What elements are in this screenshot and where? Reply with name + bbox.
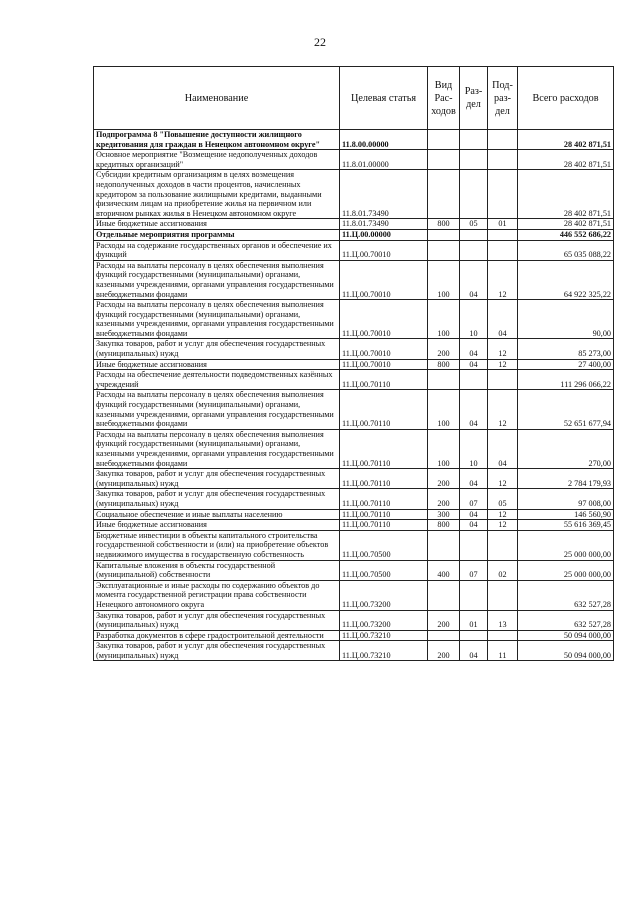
row-expense-kind: 100 bbox=[428, 300, 460, 339]
row-name: Расходы на выплаты персоналу в целях обеспечения выполнения функций государственными (муниципальными) органами, казенными учреждениями, органами управления государственными внебюджетными фондами bbox=[94, 300, 340, 339]
row-subsection: 12 bbox=[488, 509, 518, 520]
row-subsection: 04 bbox=[488, 300, 518, 339]
row-subsection: 12 bbox=[488, 339, 518, 359]
row-section: 10 bbox=[460, 300, 488, 339]
row-section: 04 bbox=[460, 390, 488, 429]
table-header bbox=[94, 67, 614, 130]
row-section bbox=[460, 150, 488, 170]
row-total: 28 402 871,51 bbox=[518, 150, 614, 170]
row-subsection: 12 bbox=[488, 469, 518, 489]
row-section: 07 bbox=[460, 560, 488, 580]
row-total: 632 527,28 bbox=[518, 580, 614, 610]
row-code: 11.Ц.00.70110 bbox=[340, 509, 428, 520]
row-total: 85 273,00 bbox=[518, 339, 614, 359]
row-section bbox=[460, 229, 488, 240]
table-row bbox=[94, 260, 614, 299]
row-subsection bbox=[488, 530, 518, 560]
table-row bbox=[94, 300, 614, 339]
row-code: 11.Ц.00.70010 bbox=[340, 260, 428, 299]
row-total: 25 000 000,00 bbox=[518, 530, 614, 560]
row-expense-kind: 100 bbox=[428, 390, 460, 429]
row-section: 04 bbox=[460, 520, 488, 531]
row-expense-kind: 200 bbox=[428, 489, 460, 509]
row-name: Расходы на выплаты персоналу в целях обеспечения выполнения функций государственными (муниципальными) органами, казенными учреждениями, органами управления государственными внебюджетными фондами bbox=[94, 390, 340, 429]
row-expense-kind bbox=[428, 170, 460, 219]
row-expense-kind bbox=[428, 580, 460, 610]
row-total: 50 094 000,00 bbox=[518, 630, 614, 641]
row-subsection: 04 bbox=[488, 429, 518, 468]
row-name: Основное мероприятие "Возмещение недополученных доходов кредитных организаций" bbox=[94, 150, 340, 170]
table-row bbox=[94, 469, 614, 489]
row-code: 11.Ц.00.70110 bbox=[340, 429, 428, 468]
row-expense-kind: 400 bbox=[428, 560, 460, 580]
row-total: 64 922 325,22 bbox=[518, 260, 614, 299]
row-section: 10 bbox=[460, 429, 488, 468]
table-row bbox=[94, 429, 614, 468]
row-subsection: 12 bbox=[488, 260, 518, 299]
row-total: 111 296 066,22 bbox=[518, 370, 614, 390]
row-section: 04 bbox=[460, 509, 488, 520]
header-kind: Вид Рас- ходов bbox=[428, 67, 460, 130]
row-expense-kind: 800 bbox=[428, 520, 460, 531]
row-subsection: 05 bbox=[488, 489, 518, 509]
row-code: 11.Ц.00.70110 bbox=[340, 390, 428, 429]
row-name: Закупка товаров, работ и услуг для обеспечения государственных (муниципальных) нужд bbox=[94, 469, 340, 489]
row-name: Субсидии кредитным организациям в целях возмещения недополученных доходов в части процентов, начисленных кредитором за пользование жилищными кредитами, выданными физическим лицам на приобретение жилья на первичном или вторичном рынках жилья в Ненецком автономном округе bbox=[94, 170, 340, 219]
row-total: 50 094 000,00 bbox=[518, 641, 614, 661]
row-section: 01 bbox=[460, 610, 488, 630]
row-expense-kind: 800 bbox=[428, 359, 460, 370]
row-expense-kind: 200 bbox=[428, 339, 460, 359]
table-body bbox=[94, 130, 614, 661]
budget-table bbox=[93, 66, 614, 661]
row-code: 11.Ц.00.73210 bbox=[340, 641, 428, 661]
row-section bbox=[460, 580, 488, 610]
row-total: 632 527,28 bbox=[518, 610, 614, 630]
row-total: 65 035 088,22 bbox=[518, 240, 614, 260]
row-code: 11.8.01.00000 bbox=[340, 150, 428, 170]
row-total: 270,00 bbox=[518, 429, 614, 468]
row-total: 28 402 871,51 bbox=[518, 219, 614, 230]
row-name: Закупка товаров, работ и услуг для обеспечения государственных (муниципальных) нужд bbox=[94, 339, 340, 359]
table-row bbox=[94, 150, 614, 170]
row-name: Бюджетные инвестиции в объекты капитального строительства государственной собственности и (или) на приобретение объектов недвижимого имущества в государственную собственность bbox=[94, 530, 340, 560]
row-expense-kind: 200 bbox=[428, 610, 460, 630]
row-section: 07 bbox=[460, 489, 488, 509]
header-name: Наименование bbox=[94, 67, 340, 130]
row-expense-kind bbox=[428, 370, 460, 390]
row-total: 55 616 369,45 bbox=[518, 520, 614, 531]
row-expense-kind: 200 bbox=[428, 641, 460, 661]
row-name: Расходы на обеспечение деятельности подведомственных казённых учреждений bbox=[94, 370, 340, 390]
row-name: Иные бюджетные ассигнования bbox=[94, 219, 340, 230]
header-section: Раз- дел bbox=[460, 67, 488, 130]
row-code: 11.8.01.73490 bbox=[340, 219, 428, 230]
row-expense-kind bbox=[428, 530, 460, 560]
row-expense-kind bbox=[428, 240, 460, 260]
row-total: 97 008,00 bbox=[518, 489, 614, 509]
row-expense-kind bbox=[428, 130, 460, 150]
table-row bbox=[94, 610, 614, 630]
row-subsection: 12 bbox=[488, 359, 518, 370]
table-row bbox=[94, 630, 614, 641]
row-subsection bbox=[488, 150, 518, 170]
row-code: 11.Ц.00.70010 bbox=[340, 300, 428, 339]
table-row bbox=[94, 219, 614, 230]
row-name: Иные бюджетные ассигнования bbox=[94, 520, 340, 531]
row-name: Закупка товаров, работ и услуг для обеспечения государственных (муниципальных) нужд bbox=[94, 641, 340, 661]
row-subsection bbox=[488, 630, 518, 641]
row-total: 28 402 871,51 bbox=[518, 170, 614, 219]
row-code: 11.Ц.00.70010 bbox=[340, 240, 428, 260]
row-expense-kind bbox=[428, 229, 460, 240]
row-total: 146 560,90 bbox=[518, 509, 614, 520]
row-section: 05 bbox=[460, 219, 488, 230]
row-section bbox=[460, 170, 488, 219]
row-total: 52 651 677,94 bbox=[518, 390, 614, 429]
row-code: 11.Ц.00.73200 bbox=[340, 580, 428, 610]
header-subsection: Под- раз- дел bbox=[488, 67, 518, 130]
row-code: 11.Ц.00.73200 bbox=[340, 610, 428, 630]
row-subsection bbox=[488, 370, 518, 390]
row-section: 04 bbox=[460, 641, 488, 661]
row-expense-kind: 100 bbox=[428, 429, 460, 468]
row-subsection: 01 bbox=[488, 219, 518, 230]
table-row bbox=[94, 359, 614, 370]
row-expense-kind bbox=[428, 630, 460, 641]
table-row bbox=[94, 580, 614, 610]
row-section bbox=[460, 240, 488, 260]
row-subsection: 11 bbox=[488, 641, 518, 661]
row-code: 11.8.01.73490 bbox=[340, 170, 428, 219]
row-total: 2 784 179,93 bbox=[518, 469, 614, 489]
row-code: 11.Ц.00.70500 bbox=[340, 560, 428, 580]
row-code: 11.Ц.00.70110 bbox=[340, 469, 428, 489]
table-row bbox=[94, 489, 614, 509]
row-name: Закупка товаров, работ и услуг для обеспечения государственных (муниципальных) нужд bbox=[94, 610, 340, 630]
row-subsection bbox=[488, 240, 518, 260]
table-row bbox=[94, 509, 614, 520]
row-code: 11.Ц.00.00000 bbox=[340, 229, 428, 240]
row-subsection bbox=[488, 170, 518, 219]
header-total: Всего расходов bbox=[518, 67, 614, 130]
table-row bbox=[94, 229, 614, 240]
row-code: 11.Ц.00.70010 bbox=[340, 339, 428, 359]
row-code: 11.Ц.00.70010 bbox=[340, 359, 428, 370]
row-subsection bbox=[488, 130, 518, 150]
row-section: 04 bbox=[460, 260, 488, 299]
row-section bbox=[460, 130, 488, 150]
row-expense-kind: 100 bbox=[428, 260, 460, 299]
row-name: Расходы на содержание государственных органов и обеспечение их функций bbox=[94, 240, 340, 260]
table-row bbox=[94, 240, 614, 260]
row-total: 25 000 000,00 bbox=[518, 560, 614, 580]
row-code: 11.Ц.00.70500 bbox=[340, 530, 428, 560]
row-code: 11.Ц.00.70110 bbox=[340, 520, 428, 531]
row-section: 04 bbox=[460, 469, 488, 489]
row-expense-kind: 200 bbox=[428, 469, 460, 489]
table-row bbox=[94, 530, 614, 560]
table-row bbox=[94, 339, 614, 359]
row-section bbox=[460, 370, 488, 390]
row-section bbox=[460, 630, 488, 641]
page-number: 22 bbox=[314, 35, 326, 49]
row-code: 11.Ц.00.73210 bbox=[340, 630, 428, 641]
row-total: 90,00 bbox=[518, 300, 614, 339]
row-name: Закупка товаров, работ и услуг для обеспечения государственных (муниципальных) нужд bbox=[94, 489, 340, 509]
row-name: Иные бюджетные ассигнования bbox=[94, 359, 340, 370]
row-name: Социальное обеспечение и иные выплаты населению bbox=[94, 509, 340, 520]
row-code: 11.8.00.00000 bbox=[340, 130, 428, 150]
row-subsection: 13 bbox=[488, 610, 518, 630]
table-row bbox=[94, 130, 614, 150]
row-section bbox=[460, 530, 488, 560]
table-row bbox=[94, 390, 614, 429]
row-total: 446 552 686,22 bbox=[518, 229, 614, 240]
row-total: 27 400,00 bbox=[518, 359, 614, 370]
row-name: Разработка документов в сфере градостроительной деятельности bbox=[94, 630, 340, 641]
row-name: Капитальные вложения в объекты государственной (муниципальной) собственности bbox=[94, 560, 340, 580]
table-row bbox=[94, 560, 614, 580]
row-subsection bbox=[488, 229, 518, 240]
row-expense-kind: 300 bbox=[428, 509, 460, 520]
row-subsection: 12 bbox=[488, 390, 518, 429]
row-code: 11.Ц.00.70110 bbox=[340, 489, 428, 509]
row-name: Отдельные мероприятия программы bbox=[94, 229, 340, 240]
table-row bbox=[94, 370, 614, 390]
row-name: Расходы на выплаты персоналу в целях обеспечения выполнения функций государственными (муниципальными) органами, казенными учреждениями, органами управления государственными внебюджетными фондами bbox=[94, 429, 340, 468]
row-expense-kind bbox=[428, 150, 460, 170]
row-section: 04 bbox=[460, 339, 488, 359]
row-name: Эксплуатационные и иные расходы по содержанию объектов до момента государственной регистрации права собственности Ненецкого автономного округа bbox=[94, 580, 340, 610]
row-total: 28 402 871,51 bbox=[518, 130, 614, 150]
table-row bbox=[94, 520, 614, 531]
header-code: Целевая статья bbox=[340, 67, 428, 130]
row-section: 04 bbox=[460, 359, 488, 370]
row-subsection bbox=[488, 580, 518, 610]
row-expense-kind: 800 bbox=[428, 219, 460, 230]
row-name: Расходы на выплаты персоналу в целях обеспечения выполнения функций государственными (муниципальными) органами, казенными учреждениями, органами управления государственными внебюджетными фондами bbox=[94, 260, 340, 299]
row-subsection: 12 bbox=[488, 520, 518, 531]
table-row bbox=[94, 641, 614, 661]
row-code: 11.Ц.00.70110 bbox=[340, 370, 428, 390]
table-row bbox=[94, 170, 614, 219]
row-subsection: 02 bbox=[488, 560, 518, 580]
row-name: Подпрограмма 8 "Повышение доступности жилищного кредитования для граждан в Ненецком автономном округе" bbox=[94, 130, 340, 150]
